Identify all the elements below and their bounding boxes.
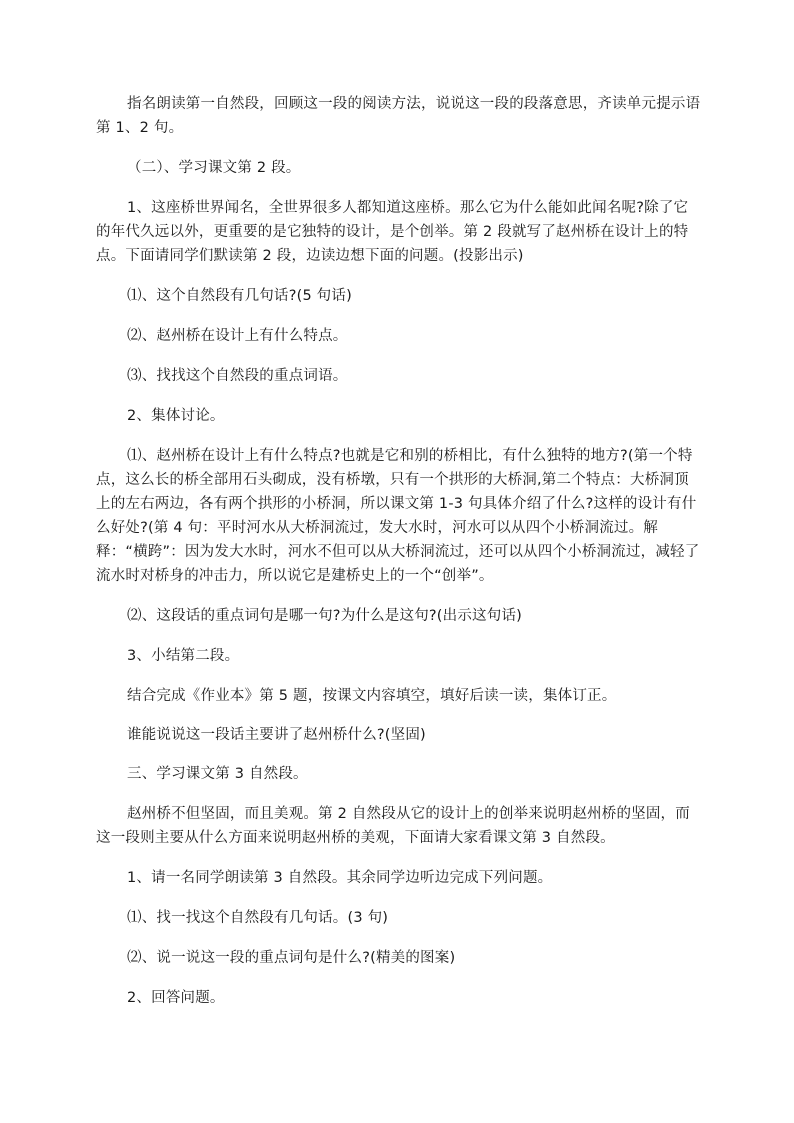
paragraph-read-first-section: 指名朗读第一自然段，回顾这一段的阅读方法，说说这一段的段落意思，齐读单元提示语第 1、2 句。 [96,96,701,136]
paragraph-discussion-features: ⑴、赵州桥在设计上有什么特点?也就是它和别的桥相比，有什么独特的地方?(第一个特点，这么长的桥全部用石头砌成，没有桥墩，只有一个拱形的大桥洞,第二个特点：大桥洞顶上的左右两边，各有两个拱形的小桥洞，所以课文第 1-3 句具体介绍了什么?这样的设计有什么好处?(第 4 句：平时河水从大桥洞流过，发大水时，河水可以从四个小桥洞流过。解释：“横跨”：因为发大水时，河水不但可以从大桥洞流过，还可以从四个小桥洞流过，减轻了流水时对桥身的冲击力，所以说它是建桥史上的一个“创举”。 [96,448,700,584]
document-page [96,92,702,1010]
heading-answer-questions: 2、回答问题。 [127,990,225,1006]
question-find-sentences: ⑴、找一找这个自然段有几句话。(3 句) [127,910,389,926]
heading-group-discussion: 2、集体讨论。 [127,408,225,424]
heading-study-section-3: 三、学习课文第 3 自然段。 [127,766,308,782]
paragraph-bridge-famous: 1、这座桥世界闻名，全世界很多人都知道这座桥。那么它为什么能如此闻名呢?除了它的年代久远以外，更重要的是它独特的设计，是个创举。第 2 段就写了赵州桥在设计上的特点。下面请同学们默读第 2 段，边读边想下面的问题。(投影出示) [96,200,689,264]
heading-study-section-2: （二）、学习课文第 2 段。 [127,160,301,176]
question-key-words: ⑶、找找这个自然段的重点词语。 [127,368,348,384]
question-sentence-count: ⑴、这个自然段有几句话?(5 句话) [127,288,352,304]
paragraph-workbook: 结合完成《作业本》第 5 题，按课文内容填空，填好后读一读，集体订正。 [127,688,617,704]
paragraph-read-section-3: 1、请一名同学朗读第 3 自然段。其余同学边听边完成下列问题。 [127,870,553,886]
heading-summary-section-2: 3、小结第二段。 [127,648,240,664]
paragraph-sturdy-question: 谁能说说这一段话主要讲了赵州桥什么?(坚固) [127,727,426,743]
question-key-phrase: ⑵、说一说这一段的重点词句是什么?(精美的图案) [127,950,456,966]
paragraph-sturdy-and-beautiful: 赵州桥不但坚固，而且美观。第 2 自然段从它的设计上的创举来说明赵州桥的坚固，而这一段则主要从什么方面来说明赵州桥的美观，下面请大家看课文第 3 自然段。 [96,806,690,846]
question-design-features: ⑵、赵州桥在设计上有什么特点。 [127,328,348,344]
paragraph-key-sentence: ⑵、这段话的重点词句是哪一句?为什么是这句?(出示这句话) [127,608,523,624]
